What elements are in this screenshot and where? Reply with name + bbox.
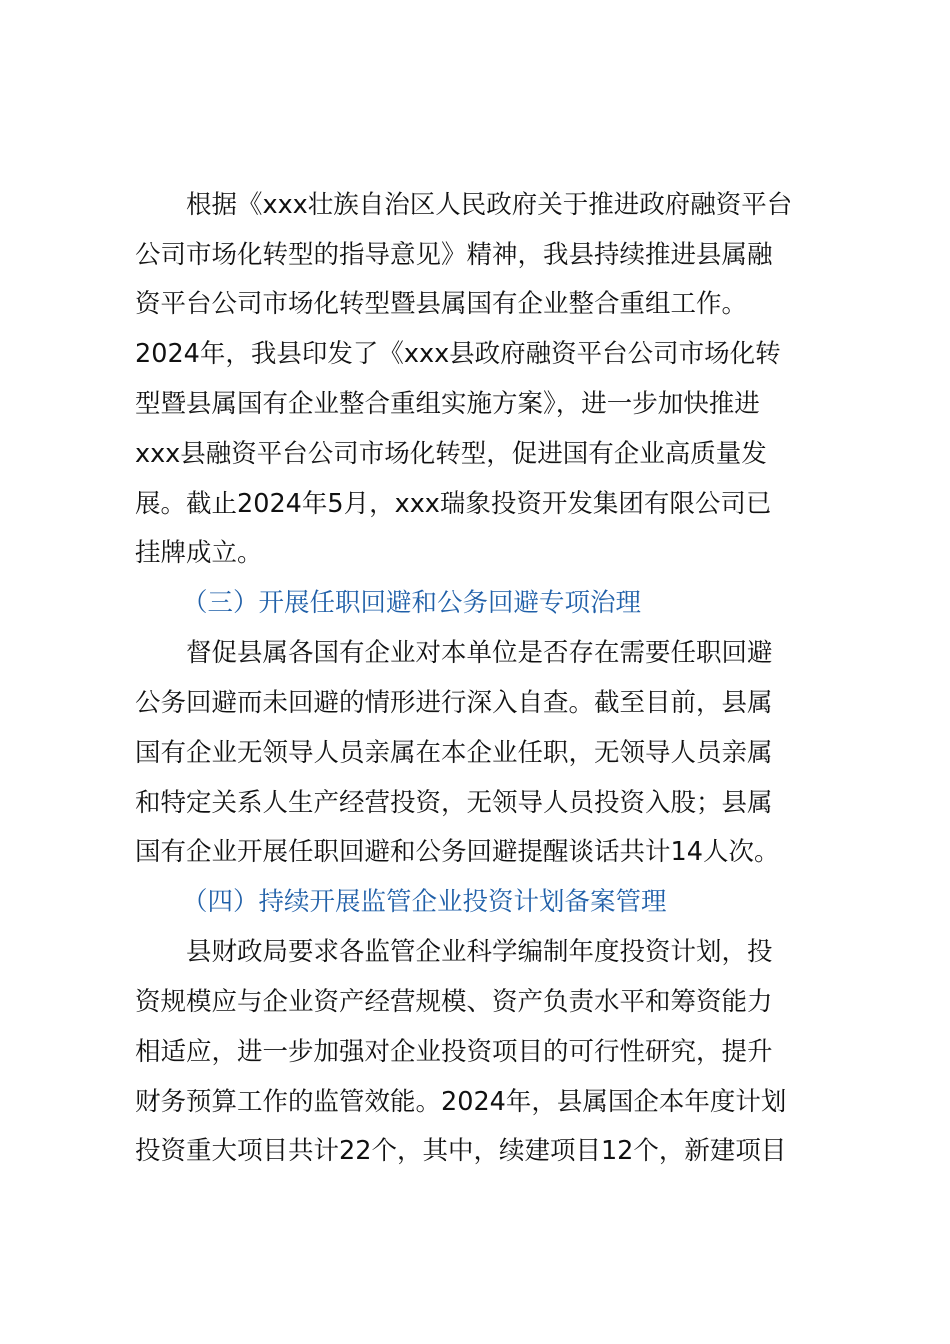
paragraph-line: xxx县融资平台公司市场化转型，促进国有企业高质量发 [135,439,767,469]
paragraph-line: 根据《xxx壮族自治区人民政府关于推进政府融资平台 [186,190,793,220]
paragraph-line: 型暨县属国有企业整合重组实施方案》，进一步加快推进 [135,389,760,419]
paragraph-line: 资平台公司市场化转型暨县属国有企业整合重组工作。 [135,289,748,319]
paragraph-line: 2024年，我县印发了《xxx县政府融资平台公司市场化转 [135,339,781,369]
paragraph-line: 国有企业无领导人员亲属在本企业任职，无领导人员亲属 [135,738,773,768]
paragraph-line: 督促县属各国有企业对本单位是否存在需要任职回避 [186,638,773,668]
paragraph-line: 挂牌成立。 [135,538,263,568]
paragraph-line: 相适应，进一步加强对企业投资项目的可行性研究，提升 [135,1037,773,1067]
paragraph-line: 展。截止2024年5月，xxx瑞象投资开发集团有限公司已 [135,489,772,519]
paragraph-line: 国有企业开展任职回避和公务回避提醒谈话共计14人次。 [135,837,780,867]
paragraph-line: 投资重大项目共计22个，其中，续建项目12个，新建项目 [135,1136,787,1166]
section-heading: （四）持续开展监管企业投资计划备案管理 [182,887,667,917]
paragraph-line: 和特定关系人生产经营投资，无领导人员投资入股；县属 [135,788,773,818]
paragraph-line: 县财政局要求各监管企业科学编制年度投资计划，投 [186,937,773,967]
section-heading: （三）开展任职回避和公务回避专项治理 [182,588,642,618]
paragraph-line: 公司市场化转型的指导意见》精神，我县持续推进县属融 [135,240,773,270]
paragraph-line: 财务预算工作的监管效能。2024年，县属国企本年度计划 [135,1087,787,1117]
paragraph-line: 公务回避而未回避的情形进行深入自查。截至目前，县属 [135,688,773,718]
paragraph-line: 资规模应与企业资产经营规模、资产负责水平和筹资能力 [135,987,773,1017]
